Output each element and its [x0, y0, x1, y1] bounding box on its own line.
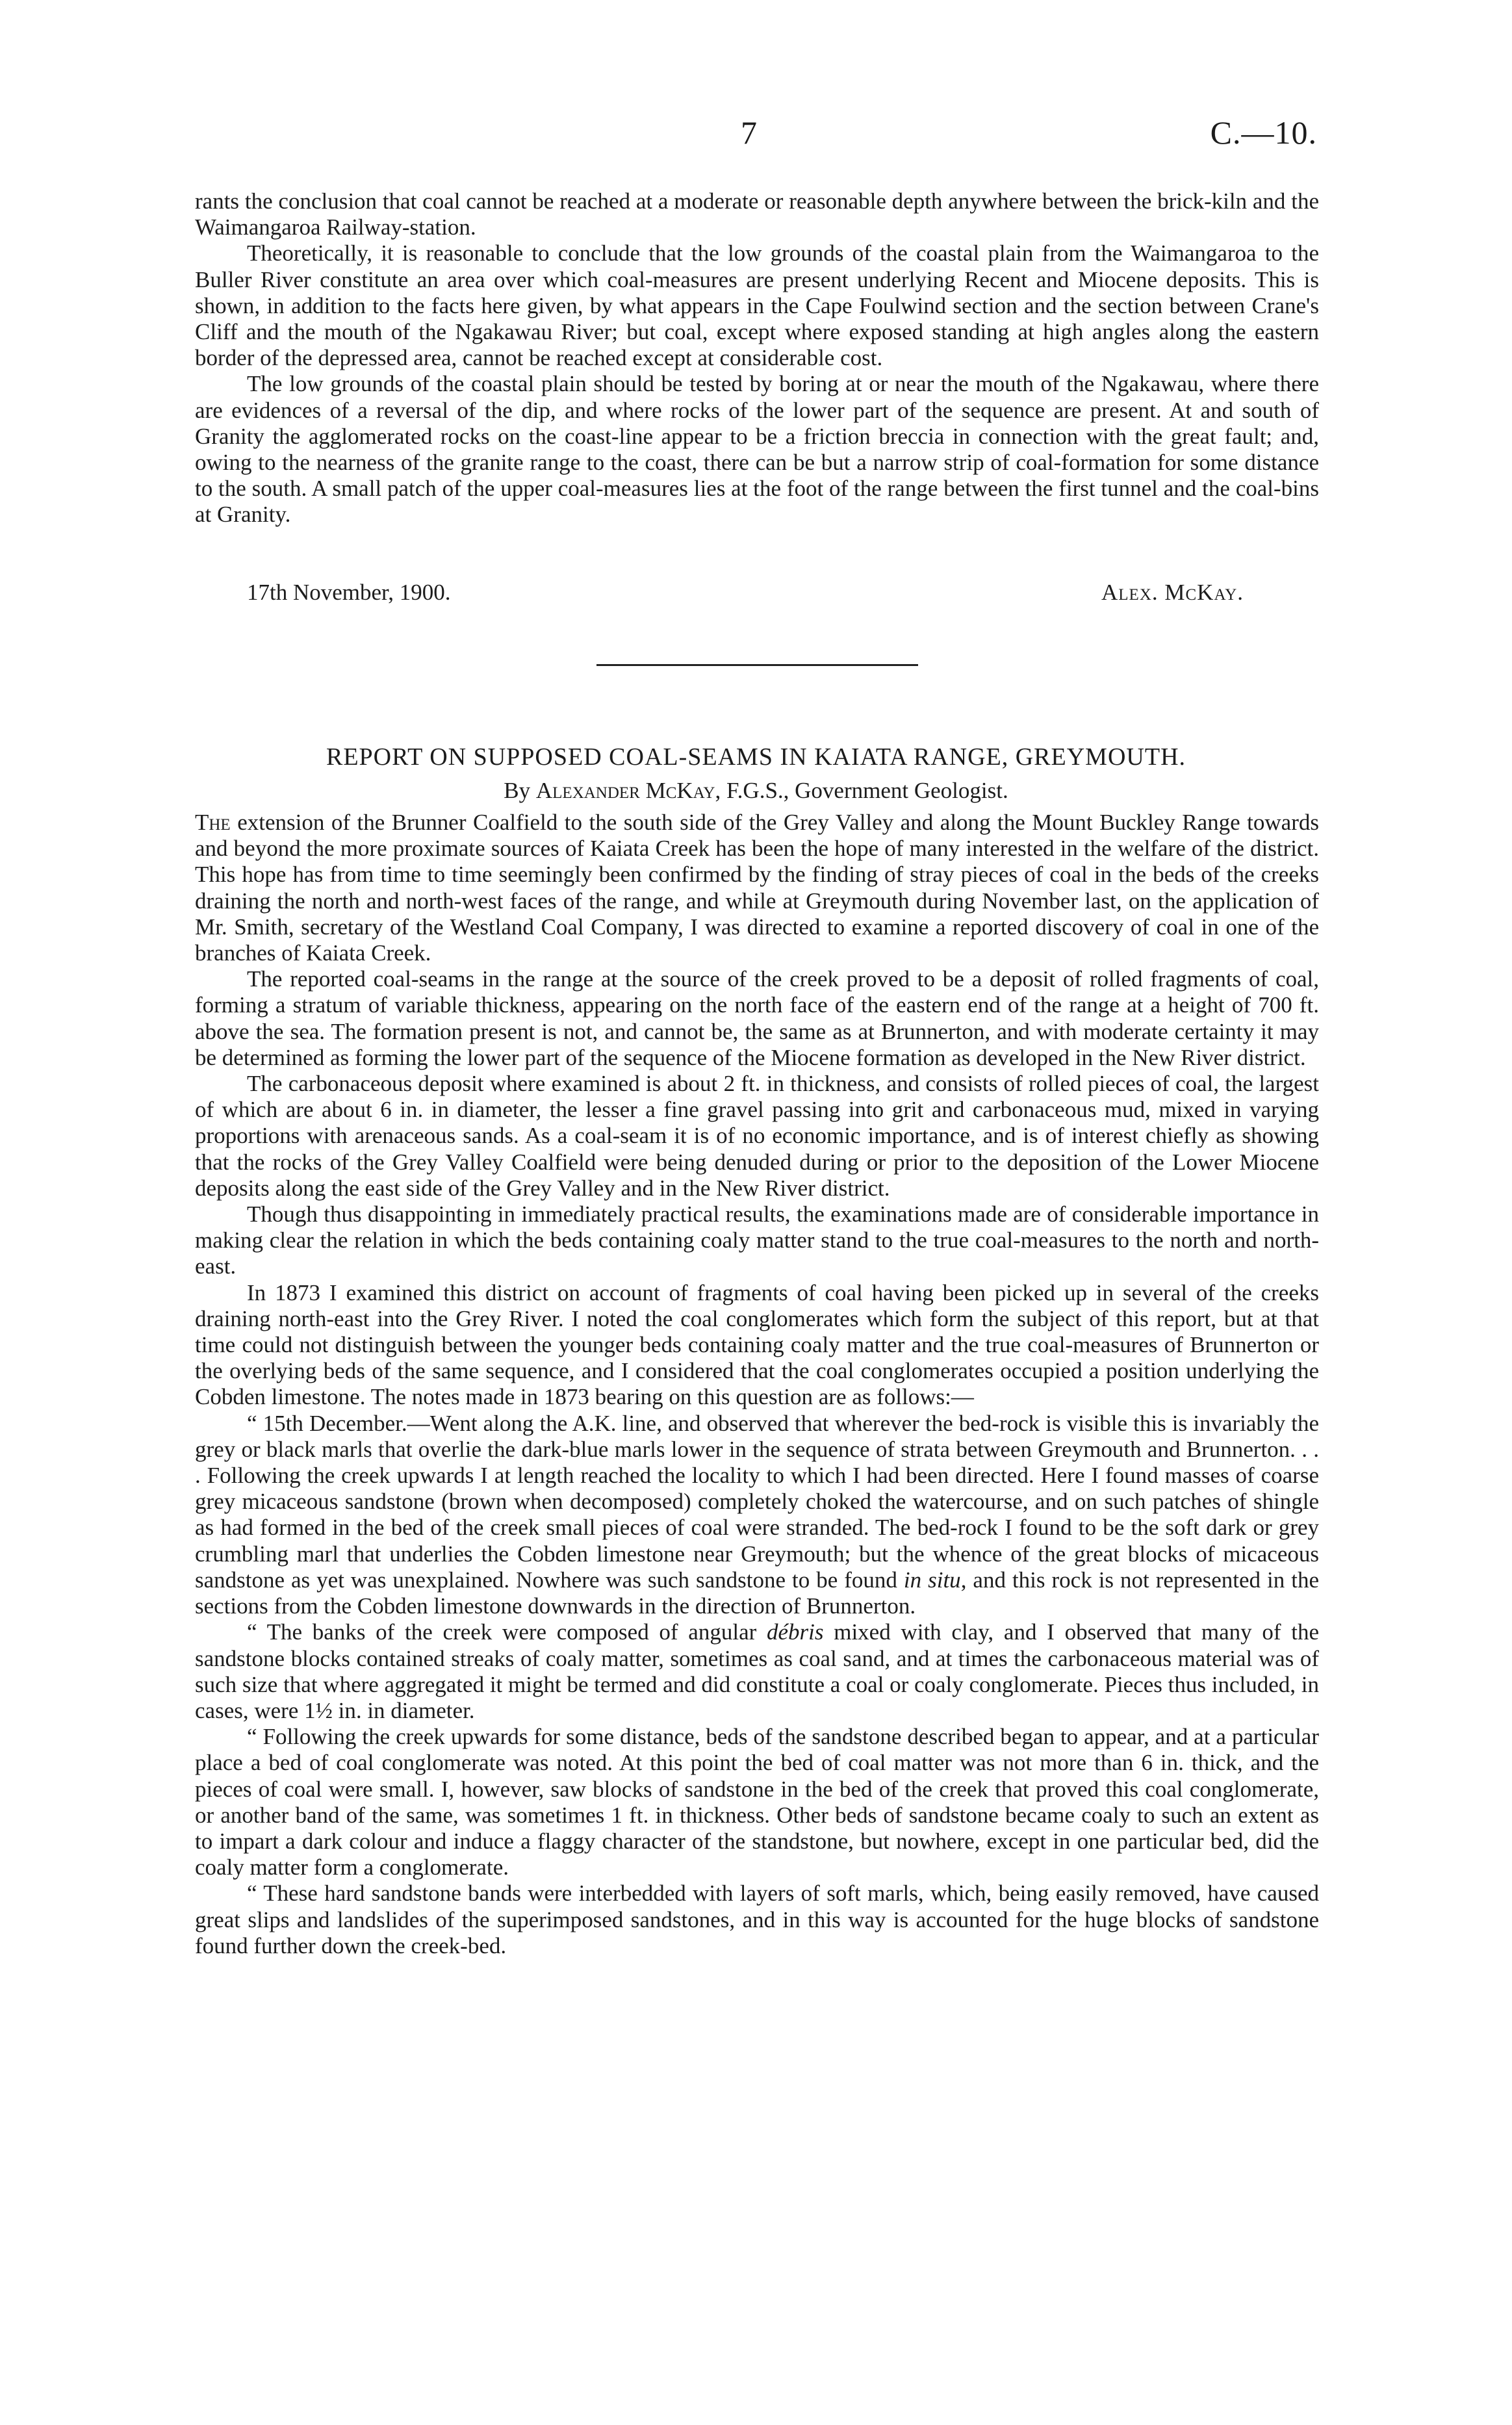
paragraph-text: , and this rock is not represented in the sections from the Cobden limestone downwards in the direction of Brunnerton. — [195, 1567, 1320, 1619]
paragraph: Theoretically, it is reasonable to conclude that the low grounds of the coastal plain from the Waimangaroa to the Buller River constitute an area over which coal-measures are present underlying Recent and Miocene deposits. This is shown, in addition to the facts here given, by what appears in the Cape Foulwind section and the section between Crane's Cliff and the mouth of the Ngakawau River; but coal, except where exposed standing at high angles along the eastern border of the depressed area, cannot be reached except at considerable cost. — [195, 240, 1319, 371]
paragraph: The reported coal-seams in the range at the source of the creek proved to be a deposit of rolled fragments of coal, forming a stratum of variable thickness, appearing on the north face of the eastern end of the range at a height of 700 ft. above the sea. The formation present is not, and cannot be, the same as at Brunnerton, and with moderate certainty it may be determined as forming the lower part of the sequence of the Miocene formation as developed in the New River district. — [195, 966, 1319, 1070]
paragraph: Though thus disappointing in immediately practical results, the examinations made are of considerable importance in making clear the relation in which the beds containing coaly matter stand to the true coal-measures to the north and north-east. — [195, 1201, 1319, 1279]
section-divider — [596, 664, 918, 666]
author-name: Alexander McKay — [535, 778, 715, 803]
page-number: 7 — [741, 114, 757, 151]
mckay-conclusion-section — [195, 188, 1319, 528]
paragraph — [195, 810, 1319, 966]
page-header — [0, 114, 1512, 159]
paragraph-text: extension of the Brunner Coalfield to the south side of the Grey Valley and along the Mount Buckley Range towards and beyond the more proximate sources of Kaiata Creek has been the hope of many interested in the welfare of the district. This hope has from time to time seemingly been confirmed by the finding of stray pieces of coal in the beds of the creeks draining the north and north-west faces of the range, and while at Greymouth during November last, on the application of Mr. Smith, secretary of the Westland Coal Company, I was directed to examine a reported discovery of coal in one of the branches of Kaiata Creek. — [195, 810, 1319, 966]
quoted-paragraph — [195, 1411, 1319, 1620]
author-credentials: , F.G.S., Government Geologist. — [715, 778, 1008, 803]
quoted-paragraph — [195, 1619, 1319, 1724]
italic-term: in situ — [903, 1567, 961, 1593]
paragraph-text: “ 15th December.—Went along the A.K. line, and observed that wherever the bed-rock is visible this is invariably the grey or black marls that overlie the dark-blue marls lower in the sequence of strata between Greymouth and Brunnerton. . . . Following the creek upwards I at length reached the locality to which I had been directed. Here I found masses of coarse grey micaceous sandstone (brown when decomposed) completely choked the watercourse, and on such patches of shingle as had formed in the bed of the creek small pieces of coal were stranded. The bed-rock I found to be the soft dark or grey crumbling marl that underlies the Cobden limestone near Greymouth; but the whence of the great blocks of micaceous sandstone as yet was unexplained. Nowhere was such sandstone to be found — [195, 1410, 1319, 1593]
report-date: 17th November, 1900. — [247, 580, 451, 605]
quoted-paragraph: “ These hard sandstone bands were interbedded with layers of soft marls, which, being easily removed, have caused great slips and landslides of the superimposed sandstones, and in this way is accounted for the huge blocks of sandstone found further down the creek-bed. — [195, 1880, 1319, 1958]
lead-word: The — [195, 810, 231, 835]
signature: Alex. McKay. — [1101, 580, 1244, 605]
report-title: REPORT ON SUPPOSED COAL-SEAMS IN KAIATA RANGE, GREYMOUTH. — [326, 743, 1186, 771]
paragraph: The carbonaceous deposit where examined is about 2 ft. in thickness, and consists of rolled pieces of coal, the largest of which are about 6 in. in diameter, the lesser a fine gravel passing into grit and carbonaceous mud, mixed in varying proportions with arenaceous sands. As a coal-seam it is of no economic importance, and is of interest chiefly as showing that the rocks of the Grey Valley Coalfield were being denuded during or prior to the deposition of the Lower Miocene deposits along the east side of the Grey Valley and in the New River district. — [195, 1071, 1319, 1201]
paragraph: The low grounds of the coastal plain should be tested by boring at or near the mouth of the Ngakawau, where there are evidences of a reversal of the dip, and where rocks of the lower part of the sequence are present. At and south of Granity the agglomerated rocks on the coast-line appear to be a friction breccia in connection with the great fault; and, owing to the nearness of the granite range to the coast, there can be but a narrow strip of coal-formation for some distance to the south. A small patch of the upper coal-measures lies at the foot of the range between the first tunnel and the coal-bins at Granity. — [195, 371, 1319, 528]
document-reference: C.—10. — [1210, 114, 1317, 151]
byline — [0, 778, 1512, 804]
paragraph: rants the conclusion that coal cannot be reached at a moderate or reasonable depth anywhere between the brick-kiln and the Waimangaroa Railway-station. — [195, 188, 1319, 240]
byline-prefix: By — [504, 778, 531, 803]
quoted-paragraph: “ Following the creek upwards for some distance, beds of the sandstone described began to appear, and at a particular place a bed of coal conglomerate was noted. At this point the bed of coal matter was not more than 6 in. thick, and the pieces of coal were small. I, however, saw blocks of sandstone in the bed of the creek that proved this coal conglomerate, or another band of the same, was sometimes 1 ft. in thickness. Other beds of sandstone became coaly to such an extent as to impart a dark colour and induce a flaggy character of the standstone, but nowhere, except in one particular bed, did the coaly matter form a conglomerate. — [195, 1724, 1319, 1880]
paragraph-text: mixed with clay, and I observed that many of the sandstone blocks contained streaks of coaly matter, sometimes as coal sand, and at times the carbonaceous material was of such size that where aggregated it might be termed and did constitute a coal or coaly conglomerate. Pieces thus included, in cases, were 1½ in. in diameter. — [195, 1619, 1319, 1723]
paragraph: In 1873 I examined this district on account of fragments of coal having been picked up in several of the creeks draining north-east into the Grey River. I noted the coal conglomerates which form the subject of this report, but at that time could not distinguish between the younger beds containing coaly matter and the true coal-measures of Brunnerton or the overlying beds of the same sequence, and I considered that the coal conglomerates occupied a position underlying the Cobden limestone. The notes made in 1873 bearing on this question are as follows:— — [195, 1279, 1319, 1410]
paragraph-text: “ The banks of the creek were composed of angular — [247, 1619, 767, 1645]
italic-term: débris — [767, 1619, 824, 1645]
kaiata-report-body — [195, 810, 1319, 1959]
